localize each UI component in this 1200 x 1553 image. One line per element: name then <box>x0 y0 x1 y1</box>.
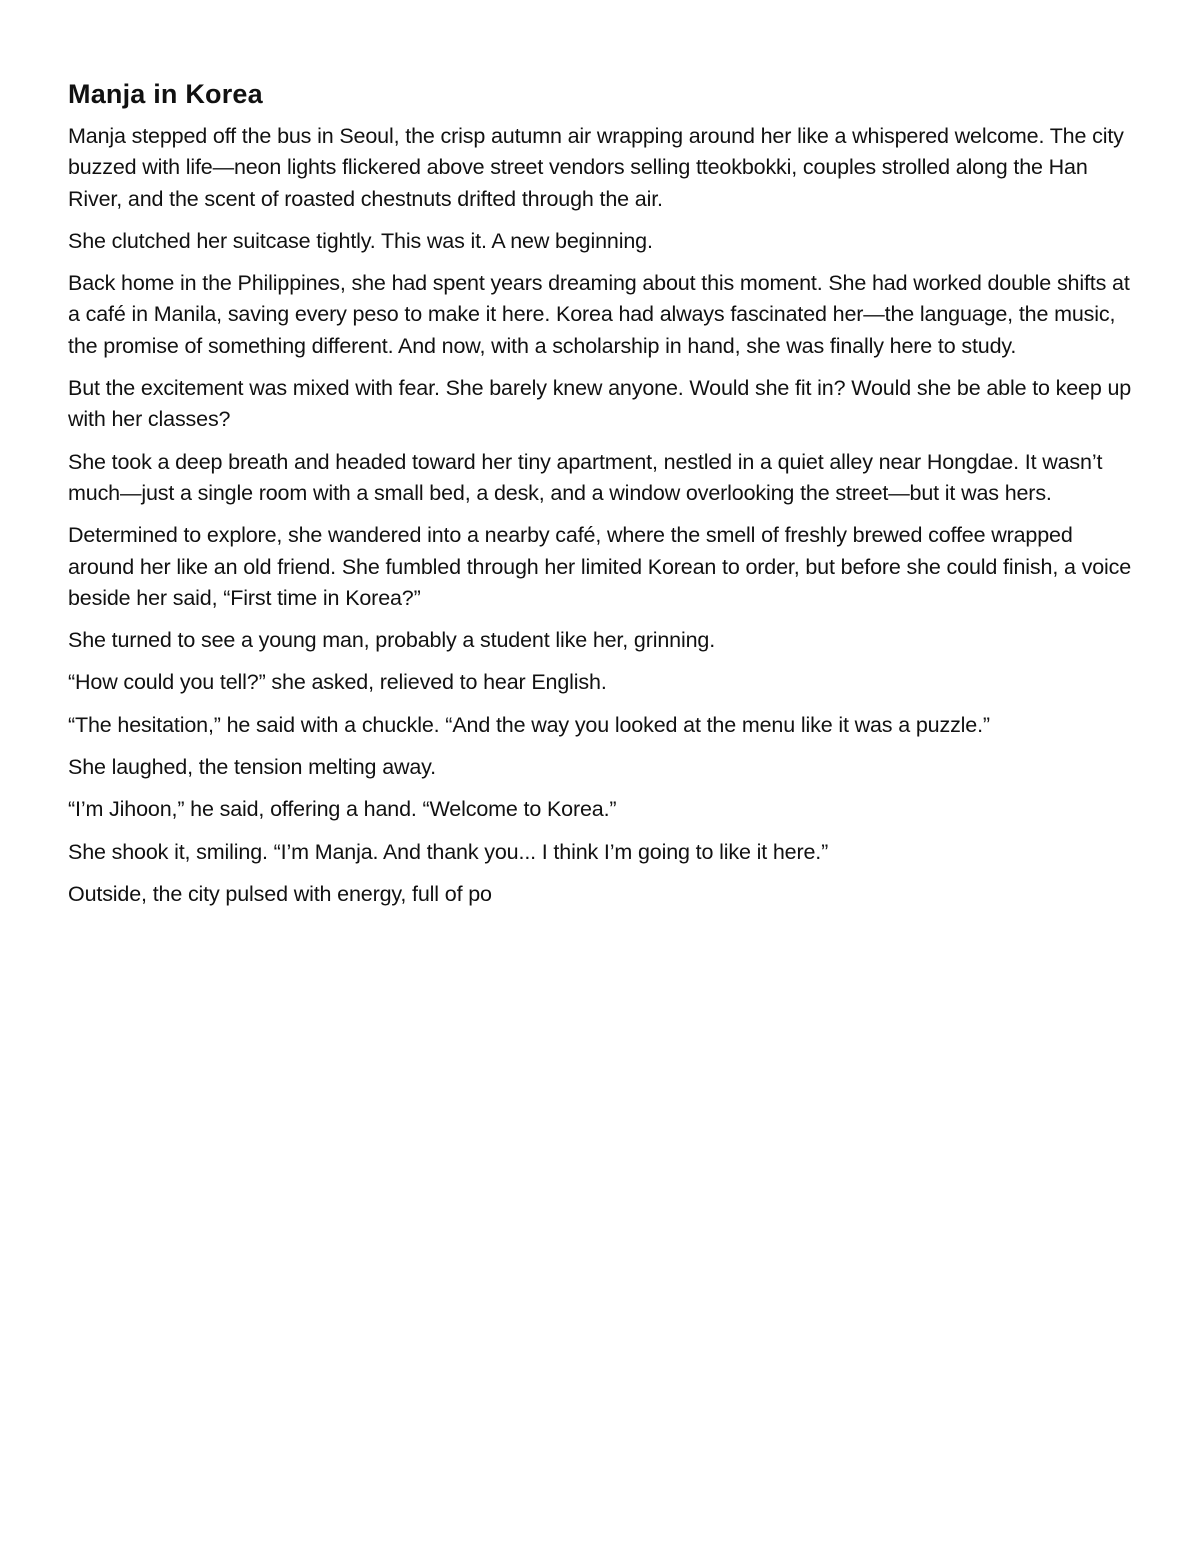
paragraph: Back home in the Philippines, she had spent years dreaming about this moment. She had worked double shifts at a café in Manila, saving every peso to make it here. Korea had always fascinated her—the language, the music, the promise of something different. And now, with a scholarship in hand, she was finally here to study. <box>68 271 1130 358</box>
paragraph: Outside, the city pulsed with energy, full of po <box>68 881 492 906</box>
paragraph: Determined to explore, she wandered into a nearby café, where the smell of freshly brewed coffee wrapped around her like an old friend. She fumbled through her limited Korean to order, but before she could finish, a voice beside her said, “First time in Korea?” <box>68 523 1132 610</box>
paragraph: “The hesitation,” he said with a chuckle. “And the way you looked at the menu like it was a puzzle.” <box>68 712 990 737</box>
paragraph: She clutched her suitcase tightly. This was it. A new beginning. <box>68 228 653 253</box>
paragraph: She turned to see a young man, probably a student like her, grinning. <box>68 628 716 653</box>
paragraph: “I’m Jihoon,” he said, offering a hand. “Welcome to Korea.” <box>68 797 617 822</box>
paragraph: She took a deep breath and headed toward her tiny apartment, nestled in a quiet alley near Hongdae. It wasn’t much—just a single room with a small bed, a desk, and a window overlooking the street—but it was hers. <box>68 449 1103 505</box>
document-page <box>68 76 1143 921</box>
paragraph: But the excitement was mixed with fear. She barely knew anyone. Would she fit in? Would she be able to keep up with her classes? <box>68 376 1132 432</box>
paragraph: She laughed, the tension melting away. <box>68 755 437 780</box>
paragraph: “How could you tell?” she asked, relieved to hear English. <box>68 670 607 695</box>
paragraph: She shook it, smiling. “I’m Manja. And thank you... I think I’m going to like it here.” <box>68 839 829 864</box>
document-title: Manja in Korea <box>68 79 263 109</box>
paragraph: Manja stepped off the bus in Seoul, the crisp autumn air wrapping around her like a whispered welcome. The city buzzed with life—neon lights flickered above street vendors selling tteokbokki, couples strolled along the Han River, and the scent of roasted chestnuts drifted through the air. <box>68 124 1124 211</box>
